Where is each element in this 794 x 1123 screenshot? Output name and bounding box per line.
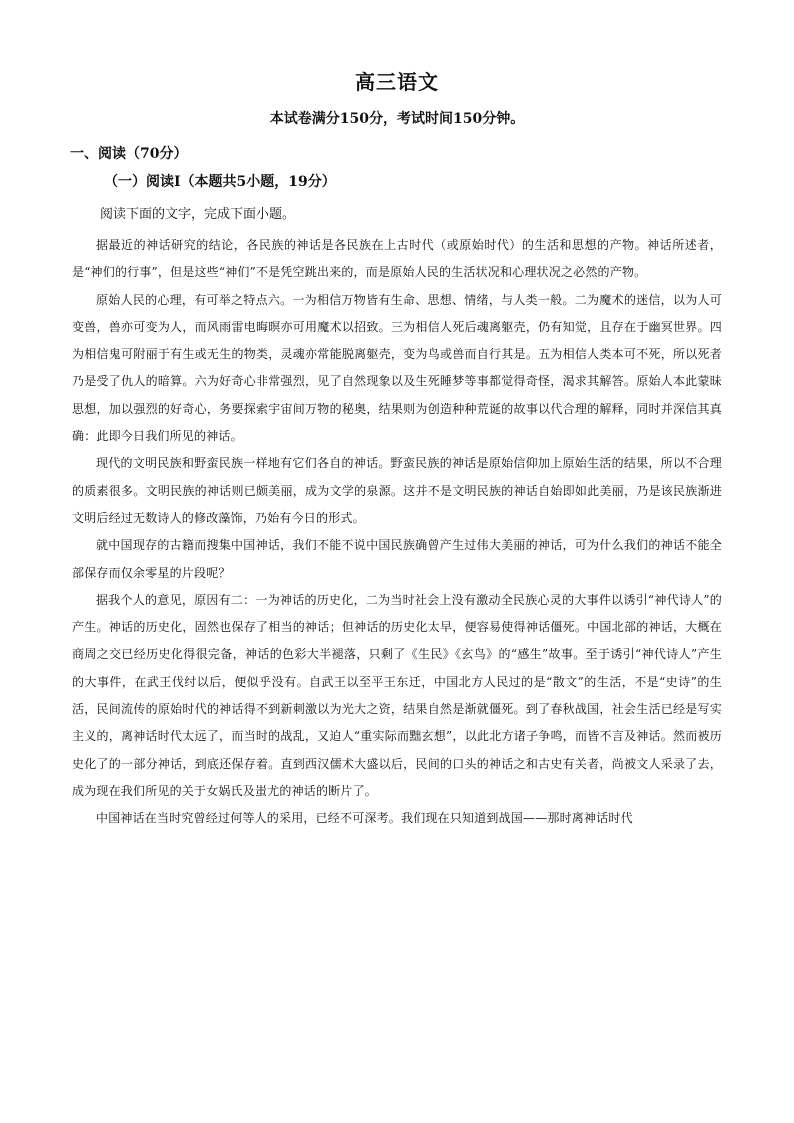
section-heading: 一、阅读（70分） bbox=[70, 146, 188, 162]
exam-subtitle: 本试卷满分150分，考试时间150分钟。 bbox=[269, 111, 525, 127]
reading-instruction: 阅读下面的文字，完成下面小题。 bbox=[100, 207, 296, 222]
passage-paragraph: 现代的文明民族和野蛮民族一样地有它们各自的神话。野蛮民族的神话是原始信仰加上原始生活的结果，所以不合理的质素很多。文明民族的神话则已颇美丽，成为文学的泉源。这并不是文明民族的神话自始即如此美丽，乃是该民族渐进文明后经过无数诗人的修改藻饰，乃始有今日的形式。 bbox=[72, 456, 722, 525]
exam-title: 高三语文 bbox=[355, 70, 439, 94]
passage-paragraph: 中国神话在当时究曾经过何等人的采用，已经不可深考。我们现在只知道到战国——那时离神话时代 bbox=[96, 811, 633, 826]
passage-paragraph: 原始人民的心理，有可举之特点六。一为相信万物皆有生命、思想、情绪，与人类一般。二为魔术的迷信，以为人可变兽，兽亦可变为人，而风雨雷电晦暝亦可用魔术以招致。三为相信人死后魂离躯壳，仍有知觉，且存在于幽冥世界。四为相信鬼可附丽于有生或无生的物类，灵魂亦常能脱离躯壳，变为鸟或兽而自行其是。五为相信人类本可不死，所以死者乃是受了仇人的暗算。六为好奇心非常强烈，见了自然现象以及生死睡梦等事都觉得奇怪，渴求其解答。原始人本此蒙昧思想，加以强烈的好奇心，务要探索宇宙间万物的秘奥，结果则为创造种种荒诞的故事以代合理的解释，同时并深信其真确：此即今日我们所见的神话。 bbox=[72, 292, 722, 444]
passage-paragraph: 据我个人的意见，原因有二：一为神话的历史化，二为当时社会上没有激动全民族心灵的大事件以诱引“神代诗人”的产生。神话的历史化，固然也保存了相当的神话；但神话的历史化太早，便容易使得神话僵死。中国北部的神话，大概在商周之交已经历史化得很完备，神话的色彩大半褪落，只剩了《生民》《玄鸟》的“感生”故事。至于诱引“神代诗人”产生的大事件，在武王伐纣以后，便似乎没有。自武王以至平王东迁，中国北方人民过的是“散文”的生活，不是“史诗”的生活，民间流传的原始时代的神话得不到新刺激以为光大之资，结果自然是渐就僵死。到了春秋战国，社会生活已经是写实主义的，离神话时代太远了，而当时的战乱，又迫人“重实际而黜玄想”，以此北方诸子争鸣，而皆不言及神话。然而被历史化了的一部分神话，到底还保存着。直到西汉儒术大盛以后，民间的口头的神话之和古史有关者，尚被文人采录了去，成为现在我们所见的关于女娲氏及蚩尤的神话的断片了。 bbox=[72, 592, 722, 798]
passage-paragraph: 就中国现存的古籍而搜集中国神话，我们不能不说中国民族确曾产生过伟大美丽的神话，可为什么我们的神话不能全部保存而仅余零星的片段呢？ bbox=[72, 538, 722, 580]
sub-section-heading: （一）阅读Ⅰ（本题共5小题，19分） bbox=[104, 174, 336, 190]
passage-paragraph: 据最近的神话研究的结论，各民族的神话是各民族在上古时代（或原始时代）的生活和思想的产物。神话所述者，是“神们的行事”，但是这些“神们”不是凭空跳出来的，而是原始人民的生活状况和心理状况之必然的产物。 bbox=[72, 238, 722, 280]
reading-passage bbox=[72, 232, 722, 833]
